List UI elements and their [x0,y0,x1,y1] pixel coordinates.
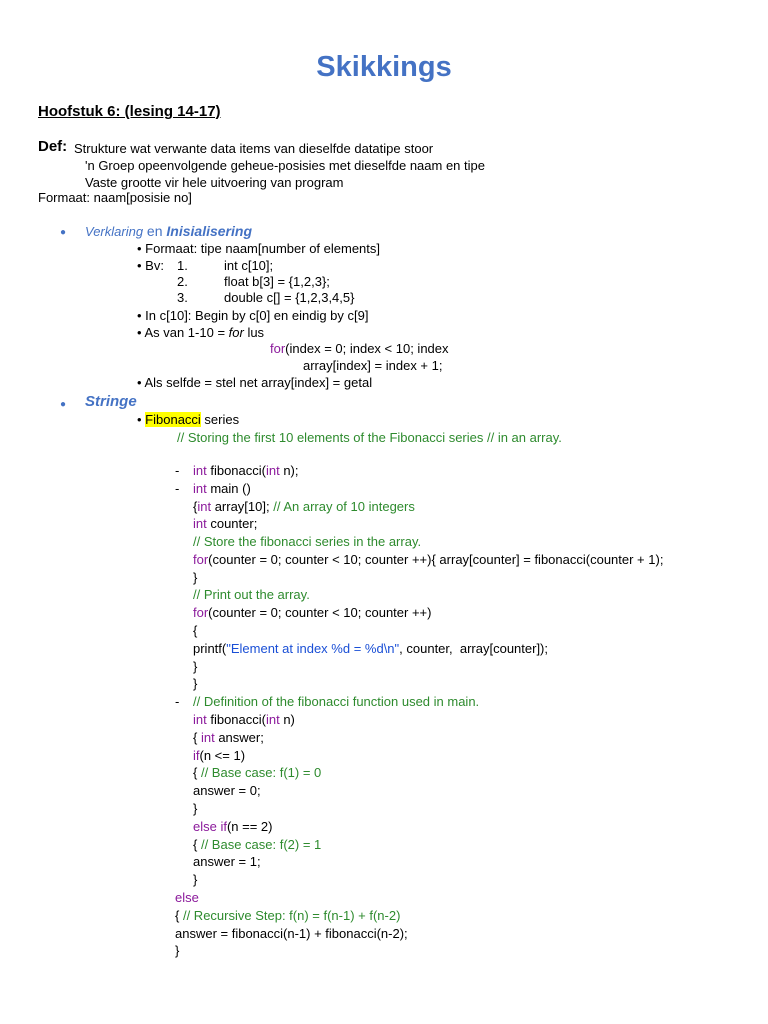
keyword: if [193,748,200,763]
example-number: 3. [177,290,188,305]
code-text: counter; [206,516,258,531]
code-line [193,748,245,764]
code-line [193,765,321,781]
code-text: , counter, array[counter]); [399,641,549,656]
code-text: (n == 2) [226,819,273,834]
list-item: • Bv: [137,258,164,273]
list-item-text: In c[10]: Begin by c[0] en eindig by c[9] [145,308,369,323]
code-line [193,552,663,568]
code-text: { [193,730,201,745]
code-text: answer; [214,730,264,745]
code-line: } [193,570,198,585]
list-item-text: series [200,412,240,427]
dash-marker: - [175,481,180,496]
keyword: int [193,516,207,531]
code-line [193,712,295,728]
code-text: { [193,837,201,852]
list-item-text: Bv: [145,258,164,273]
code-line: array[index] = index + 1; [303,358,443,373]
example-number: 1. [177,258,188,273]
code-line: } [193,676,198,691]
code-comment: // Base case: f(1) = 0 [200,765,322,780]
code-line: } [193,801,198,816]
keyword: for [270,341,286,356]
code-line [193,837,321,853]
en-text: en [143,223,167,239]
def-line-2: 'n Groep opeenvolgende geheue-posisies met dieselfde naam en tipe [85,158,485,173]
code-text: (index = 0; index < 10; index [285,341,449,356]
def-line-3: Vaste grootte vir hele uitvoering van program [85,175,344,190]
keyword: int [193,481,207,496]
code-comment: // Storing the first 10 elements of the Fibonacci series // in an array. [177,430,562,445]
code-comment: // An array of 10 integers [273,499,415,514]
code-text: array[10]; [211,499,274,514]
code-line [193,516,257,532]
code-text: n); [279,463,299,478]
fibonacci-highlight: Fibonacci [145,412,201,427]
code-line [193,605,431,621]
keyword: int [193,712,207,727]
code-line: } [175,943,180,958]
keyword: int [265,463,280,478]
code-text: { [175,908,183,923]
list-item: • Formaat: tipe naam[number of elements] [137,241,381,256]
code-line [193,499,415,515]
code-line: answer = 0; [193,783,261,798]
dash-marker: - [175,463,180,478]
code-line [193,481,251,497]
keyword: int [200,730,215,745]
keyword: for [193,552,209,567]
list-item: • As van 1-10 = for lus [137,325,265,340]
bullet-icon: ● [60,399,67,410]
code-text: { [193,499,198,514]
verklaring-text: Verklaring [85,224,144,239]
chapter-heading: Hoofstuk 6: (lesing 14-17) [38,103,221,120]
code-line [193,730,264,746]
code-text: (n <= 1) [199,748,246,763]
code-comment: // Print out the array. [193,587,310,602]
page-title: Skikkings [316,51,452,83]
code-line [175,908,400,924]
code-text: (counter = 0; counter < 10; counter ++) [208,605,432,620]
list-item: • Fibonacci series [137,412,240,427]
code-line: } [193,872,198,887]
code-line [270,341,449,357]
example-number: 2. [177,274,188,289]
code-keyword-line: else [175,890,199,905]
code-string: "Element at index %d = %d\n" [226,641,400,656]
code-line: { [193,623,198,638]
keyword: for [193,605,209,620]
list-item-text: Formaat: tipe naam[number of elements] [145,241,381,256]
code-comment: // Store the fibonacci series in the array. [193,534,422,549]
code-comment: // Recursive Step: f(n) = f(n-1) + f(n-2) [182,908,401,923]
example-code: int c[10]; [224,258,274,273]
section-verklaring-heading [85,222,252,241]
dash-marker: - [175,694,180,709]
code-comment: // Base case: f(2) = 1 [200,837,322,852]
code-line [193,463,299,479]
code-text: { [193,765,201,780]
section-stringe-heading: Stringe [85,393,137,410]
example-code: double c[] = {1,2,3,4,5} [224,290,355,305]
keyword: int [197,499,212,514]
code-text: main () [206,481,251,496]
def-label: Def: [38,138,68,155]
code-line: answer = 1; [193,854,261,869]
bullet-icon: ● [60,227,67,238]
code-text: fibonacci( [206,712,266,727]
code-text: fibonacci( [206,463,266,478]
example-code: float b[3] = {1,2,3}; [224,274,330,289]
code-text: n) [279,712,295,727]
list-item-text: Als selfde = stel net array[index] = getal [144,375,373,390]
code-line: answer = fibonacci(n-1) + fibonacci(n-2); [175,926,408,941]
def-line-1: Strukture wat verwante data items van dieselfde datatipe stoor [74,141,434,156]
list-item: • Als selfde = stel net array[index] = getal [137,375,373,390]
keyword: int [193,463,207,478]
keyword: else if [193,819,227,834]
format-line: Formaat: naam[posisie no] [38,190,192,205]
list-item: • In c[10]: Begin by c[0] en eindig by c[9] [137,308,369,323]
code-line [193,641,548,657]
code-text: (counter = 0; counter < 10; counter ++){ array[counter] = fibonacci(counter + 1); [208,552,664,567]
for-italic: for [228,325,244,340]
code-text: printf( [193,641,227,656]
keyword: int [265,712,280,727]
code-line: } [193,659,198,674]
code-comment: // Definition of the fibonacci function used in main. [193,694,480,709]
list-item-text: As van 1-10 = [144,325,229,340]
code-line [193,819,273,835]
list-item-text: lus [243,325,265,340]
inisialisering-text: Inisialisering [166,223,252,239]
